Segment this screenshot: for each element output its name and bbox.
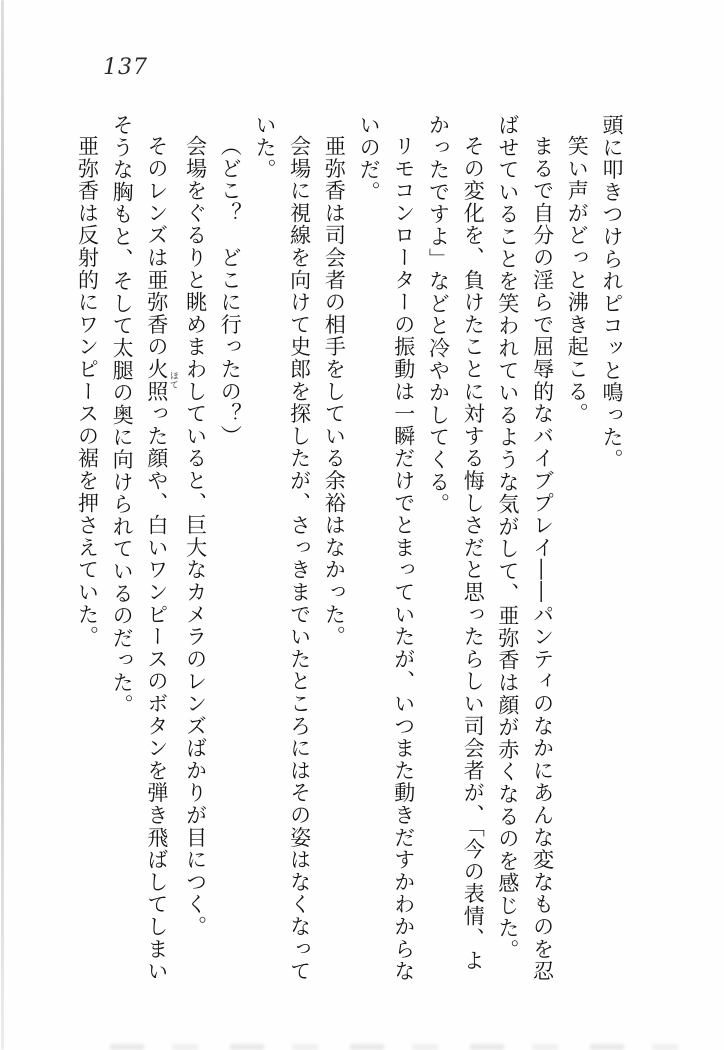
paragraph: 笑い声がどっと沸き起こる。: [565, 135, 590, 425]
paragraph: 亜弥香は反射的にワンピースの裾を押さえていた。: [75, 135, 100, 648]
paragraph: 亜弥香は司会者の相手をしている余裕はなかった。: [322, 135, 347, 648]
paragraph: リモコンローターの振動は一瞬だけでとまっていたが、いつまた動きだすかわからないのだ。: [357, 114, 416, 983]
paragraph: （どこ？ どこに行ったの？）: [218, 135, 243, 448]
paragraph: そのレンズは亜弥香の火照 ほてった顔や、白いワンピースのボタンを弾き飛ばしてしまいそうな胸もと、そして太腿の奥に向けられているのだった。: [110, 114, 178, 983]
page-edge-shadow: [1, 0, 4, 1050]
paragraph: 会場に視線を向けて史郎を探したが、さっきまでいたところにはその姿はなくなっていた。: [252, 114, 312, 983]
ruby-annotated-word: 火照 ほて: [144, 358, 178, 403]
paragraph: その変化を、負けたことに対する悔しさだと思ったらしい司会者が、「今の表情、よかったですよ」などと冷やかしてくる。: [426, 114, 486, 972]
paragraph: 会場をぐるりと眺めまわしていると、巨大なカメラのレンズばかりが目につく。: [183, 135, 208, 938]
vertical-text-block: [70, 114, 629, 986]
paragraph: 頭に叩きつけられピコッと鳴った。: [600, 114, 624, 471]
bottom-print-bleed: [110, 1044, 709, 1050]
page-number: 137: [103, 55, 148, 80]
paragraph: まるで自分の淫らで屈辱的なバイブプレイ――パンティのなかにあんな変なものを忍ばせていることを笑われているような気がして、亜弥香は顔が赤くなるのを感じた。: [495, 114, 555, 983]
